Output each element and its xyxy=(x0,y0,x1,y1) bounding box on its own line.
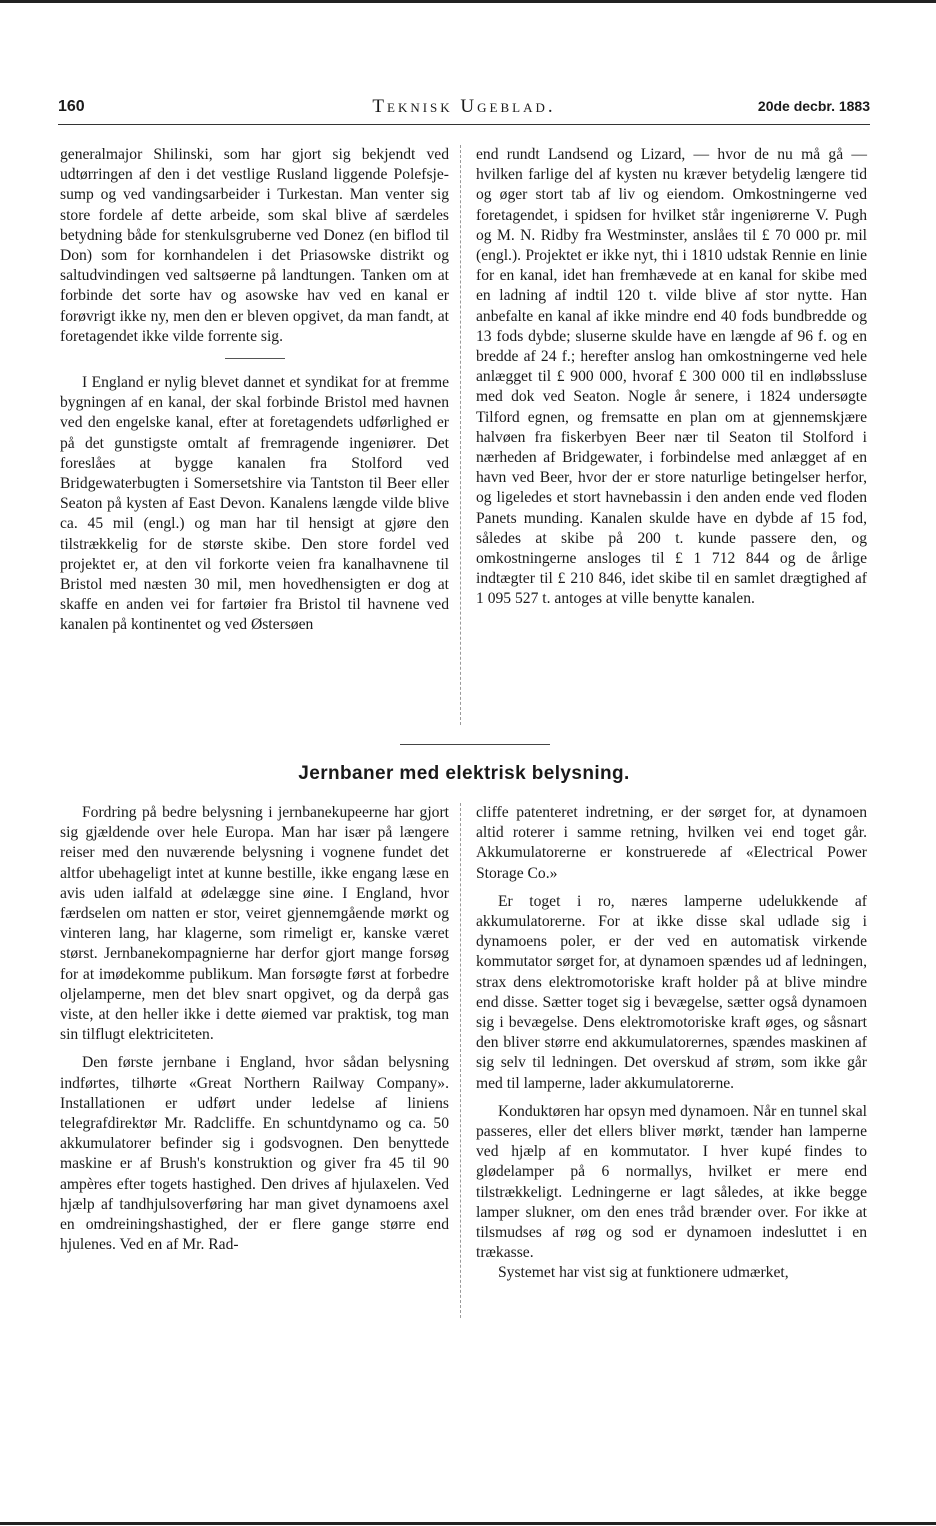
article2-paragraph: cliffe patenteret indretning, er der sørget for, at dynamoen altid roterer i samme retning, hvilken vei end toget går. Akkumulatorerne er konstruerede af «Electrical Power Storage Co.» xyxy=(476,804,867,882)
article2-paragraph: Er toget i ro, næres lamperne udelukkende af akkumulatorerne. For at ikke disse skal udlade sig i dynamoens poler, er der ved en automatisk virkende kommutator sørget for, at dynamoen spændes ud af ledningen, strax dens elektromotoriske kraft holder på at blive mindre end disse. Sætter toget sig i bevægelse, sætter også dynamoen sig i bevægelse. Dens elektromotoriske kraft øges, og såsnart den bliver større end akkumulatorernes, spændes maskinen af sig selv til ledningen. Det overskud af strøm, som ikke går med til lamperne, lader akkumulatorerne. xyxy=(476,892,867,1092)
column-divider xyxy=(460,145,461,725)
article2-column-left xyxy=(60,803,449,1255)
column-divider xyxy=(460,803,461,1318)
page-header xyxy=(58,96,870,122)
article1-paragraph: end rundt Landsend og Lizard, — hvor de nu må gå — hvilken farlige del af kysten nu kræver betydelig længere tid og øger stort tab af liv og eiendom. Omkostningerne ved foretagendet, i spidsen for hvilket står ingeniørerne V. Pugh og M. N. Ridby fra Westminster, anslåes til £ 70 000 pr. mil (engl.). Projektet er ikke nyt, thi i 1810 udstak Rennie en linie for en kanal, idet han fremhævede at en kanal for skibe med en ladning af indtil 120 t. vilde blive af stor nytte. Han anbefalte en kanal af ikke mindre end 40 fods bundbredde og 13 fods dybde; sluserne skulde have en længde af 96 f. og en bredde af 24 f.; herefter anslog han omkostningerne ved hele anlægget til £ 900 000, hvoraf £ 300 000 til en indløbssluse med dok ved Seaton. Nogle år senere, i 1824 undersøgte Tilford egnen, og fremsatte en plan om at gjennemskjære halvøen fra fiskerbyen Beer nær til Seaton til Stolford i nærheden af Bridgewater, i forbindelse med anlægget af en havn ved Beer, hvor der er store naturlige betingelser herfor, og ligeledes et stort havnebassin i den anden ende ved floden Panets munding. Kanalen skulde have en dybde af 15 fod, således at skibe på 200 t. kunde passere den, og omkostningerne ansloges til £ 1 712 844 og de årlige indtægter til £ 210 846, idet skibe til en samlet drægtighed af 1 095 527 t. antoges at ville benytte kanalen. xyxy=(476,146,867,608)
journal-title: Teknisk Ugeblad. xyxy=(372,96,556,117)
article1-paragraph: generalmajor Shilinski, som har gjort sig bekjendt ved udtørringen af den i det vestlige Rusland liggende Polefsje-sump og ved vandingsarbeider i Turkestan. Man venter sig store fordele af dette arbeide, som skal blive af særdeles betydning både for stenkulsgruberne ved Donez (en biflod til Don) som for kornhandelen i det Priasowske distrikt og saltudvindingen ved saltsøerne på landtungen. Tanken om at forbinde det sorte hav og asowske hav ved en kanal er forøvrigt ikke ny, men den er bleven opgivet, da man fandt, at foretagendet ikke vilde forrente sig. xyxy=(60,146,449,345)
article2-paragraph: Systemet har vist sig at funktionere udmærket, xyxy=(498,1264,789,1282)
article1-paragraph: I England er nylig blevet dannet et syndikat for at fremme bygningen af en kanal, der skal forbinde Bristol med havnen ved den engelske kanal, efter at foretagendets udførlighed er på det gunstigste omtalt af fremragende ingeniører. Det foreslåes at bygge kanalen fra Stolford ved Bridgewaterbugten i Somersetshire via Tantston til Beer eller Seaton på kysten af East Devon. Kanalens længde vilde blive ca. 45 mil (engl.) og man har til hensigt at gjøre den tilstrækkelig for de største skibe. Den store fordel ved projektet er, at den vil forkorte veien fra kanalhavnene til Bristol med næsten 30 mil, men hovedhensigten er dog at skaffe en anden vei for fartøier fra Bristol til havnene ved kanalen på kontinentet og ved Østersøen xyxy=(60,374,449,634)
header-rule xyxy=(58,124,870,125)
article1-column-left xyxy=(60,145,449,636)
article1-column-right xyxy=(476,145,867,610)
paragraph-separator xyxy=(225,358,285,359)
page-number: 160 xyxy=(58,98,85,115)
issue-date: 20de decbr. 1883 xyxy=(757,98,870,114)
bottom-edge-rule xyxy=(0,1522,936,1525)
article2-paragraph: Konduktøren har opsyn med dynamoen. Når en tunnel skal passeres, eller det ellers bliver mørkt, tænder han lamperne ved hjælp af en kommutator. I hver kupé findes to glødelamper på 6 normallys, hvilket er mere end tilstrækkeligt. Ledningerne er lagt således, at ikke begge lamper slukner, om den enes tråd brænder over. For ikke at tilsmudses af røg og sod er dynamoen indesluttet i en trækasse. xyxy=(476,1102,867,1262)
section-separator xyxy=(400,744,550,745)
article2-paragraph: Fordring på bedre belysning i jernbanekupeerne har gjort sig gjældende over hele Europa. Man har især på længere reiser med den nuværende belysning i vognene fundet det altfor ubehageligt intet at kunne bestille, ikke engang læse en avis uden ialfald at ødelægge sine øine. I England, hvor færdselen om natten er stor, veiret gjennemgående mørkt og vinteren lang, har klagerne, som rimeligt er, kanske været størst. Jernbanekompagnierne har derfor gjort mange forsøg for at imødekomme publikum. Man forsøgte først at forbedre oljelamperne, men det blev snart opgivet, og da derpå gas viste, at den heller ikke i dette øiemed var praktisk, tog man sin tilflugt elektriciteten. xyxy=(60,804,449,1044)
article2-paragraph: Den første jernbane i England, hvor sådan belysning indførtes, tilhørte «Great Northern Railway Company». Installationen er udført under ledelse af liniens telegrafdirektør Mr. Radcliffe. En schuntdynamo og ca. 50 akkumulatorer befinder sig i godsvognen. Den benyttede maskine er af Brush's konstruktion og giver fra 45 til 90 ampères efter togets hastighed. Den drives af hjulaxelen. Ved hjælp af tandhjulsoverføring har man givet dynamoens axel en omdreiningshastighed, der er flere gange større end hjulenes. Ved en af Mr. Rad- xyxy=(60,1054,449,1254)
article2-title: Jernbaner med elektrisk belysning. xyxy=(298,763,630,784)
top-edge-rule xyxy=(0,0,936,3)
article2-column-right xyxy=(476,803,867,1284)
